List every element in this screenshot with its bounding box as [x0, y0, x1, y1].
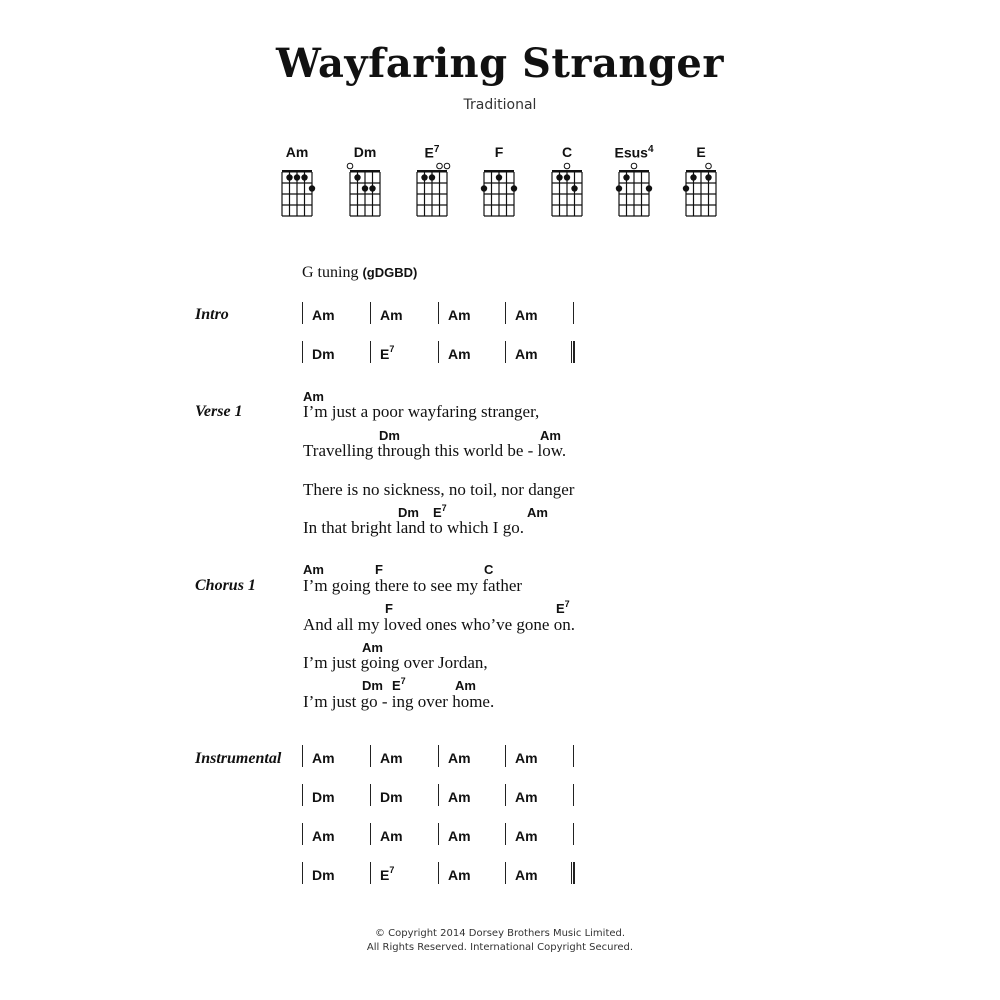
lyric-chord: Am — [540, 428, 561, 443]
bar-chord-name: Am — [448, 867, 471, 883]
bar-chord — [380, 750, 403, 766]
chord-diagram — [537, 144, 597, 224]
bar-chord-name: Am — [515, 789, 538, 805]
bar-line — [302, 341, 303, 363]
bar-chord-name: Am — [515, 307, 538, 323]
bar-chord — [515, 789, 538, 805]
bar-line — [505, 341, 506, 363]
bar-line — [438, 341, 439, 363]
bar-chord-name: Am — [448, 828, 471, 844]
chord-name-text: Esus — [614, 144, 648, 161]
bar-line — [438, 823, 439, 845]
bar-line — [302, 823, 303, 845]
lyric-chord: Dm — [379, 428, 400, 443]
chord-name — [537, 144, 597, 160]
bar-line — [505, 302, 506, 324]
bar-chord-name: Am — [312, 307, 335, 323]
open-string-icon — [347, 163, 353, 169]
bar-line — [438, 784, 439, 806]
bar-row — [302, 341, 582, 365]
chord-name-text: E — [424, 144, 434, 161]
finger-dot — [683, 185, 689, 191]
bar-chord — [448, 867, 471, 883]
chord-sup: 7 — [400, 676, 406, 686]
lyric-chord: Dm — [362, 678, 383, 693]
bar-row — [302, 862, 582, 886]
lyric-chord: Am — [303, 562, 324, 577]
bar-line — [505, 784, 506, 806]
chord-diagram — [671, 144, 731, 224]
chord-name-sup: 4 — [647, 144, 654, 155]
finger-dot — [571, 185, 577, 191]
open-string-icon — [444, 163, 450, 169]
final-barline — [571, 341, 575, 363]
bar-chord-name: Am — [515, 346, 538, 362]
bar-line — [370, 302, 371, 324]
chord-label: E — [392, 678, 401, 693]
bar-line — [573, 823, 574, 845]
lyric-chord — [433, 505, 447, 520]
lyric-chord: C — [484, 562, 494, 577]
bar-chord-name: Am — [448, 789, 471, 805]
bar-line — [370, 823, 371, 845]
lyric-line: I’m just go - ing over home. — [303, 692, 495, 711]
song-title: Wayfaring Stranger — [276, 40, 724, 87]
lyric-chord: Am — [455, 678, 476, 693]
bar-row — [302, 784, 582, 808]
lyric-chord: Am — [362, 640, 383, 655]
bar-chord-name: Am — [515, 828, 538, 844]
bar-chord — [448, 346, 471, 362]
finger-dot — [623, 174, 629, 180]
bar-chord — [515, 307, 538, 323]
bar-line — [370, 341, 371, 363]
tuning-line — [302, 264, 417, 282]
bar-chord-name: Am — [380, 828, 403, 844]
bar-chord-name: Dm — [380, 789, 403, 805]
tuning-notes: (gDGBD) — [362, 265, 418, 280]
bar-chord — [380, 789, 403, 805]
chord-diagram — [604, 144, 664, 224]
finger-dot — [690, 174, 696, 180]
finger-dot — [556, 174, 562, 180]
open-string-icon — [706, 163, 712, 169]
lyric-chord: F — [375, 562, 383, 577]
bar-chord — [448, 828, 471, 844]
bar-chord — [312, 346, 335, 362]
bar-chord — [312, 307, 335, 323]
bar-chord — [380, 307, 403, 323]
bar-chord-name: E — [380, 346, 390, 362]
final-barline — [571, 862, 575, 884]
bar-chord-name: Dm — [312, 867, 335, 883]
bar-line — [573, 784, 574, 806]
bar-row — [302, 823, 582, 847]
finger-dot — [286, 174, 292, 180]
bar-line — [573, 745, 574, 767]
bar-line — [505, 862, 506, 884]
chord-name — [267, 144, 327, 160]
bar-chord — [515, 867, 538, 883]
chord-diagram — [402, 144, 462, 224]
fretboard-icon — [402, 162, 462, 220]
lyric-line: And all my loved ones who’ve gone on. — [303, 615, 575, 634]
copyright — [0, 927, 1000, 955]
bar-line — [302, 784, 303, 806]
bar-chord — [448, 750, 471, 766]
bar-line — [438, 302, 439, 324]
lyric-line: There is no sickness, no toil, nor danger — [303, 480, 575, 499]
chord-diagram — [469, 144, 529, 224]
chord-name-text: C — [561, 144, 573, 160]
chord-name-text: F — [494, 144, 504, 160]
bar-line — [302, 745, 303, 767]
fretboard-icon — [537, 162, 597, 220]
bar-chord-name: Am — [312, 828, 335, 844]
bar-line — [505, 745, 506, 767]
finger-dot — [429, 174, 435, 180]
finger-dot — [564, 174, 570, 180]
bar-line — [370, 862, 371, 884]
bar-chord — [380, 867, 394, 883]
chord-sup: 7 — [564, 599, 570, 609]
finger-dot — [646, 185, 652, 191]
bar-line — [370, 745, 371, 767]
bar-row — [302, 302, 582, 326]
bar-chord-name: Am — [515, 750, 538, 766]
finger-dot — [481, 185, 487, 191]
bar-line — [573, 302, 574, 324]
bar-line — [302, 302, 303, 324]
fretboard-icon — [469, 162, 529, 220]
fretboard-icon — [335, 162, 395, 220]
finger-dot — [354, 174, 360, 180]
chord-diagram — [335, 144, 395, 224]
finger-dot — [705, 174, 711, 180]
open-string-icon — [631, 163, 637, 169]
bar-chord — [448, 789, 471, 805]
lyric-chord — [392, 678, 406, 693]
lyric-chord — [556, 601, 570, 616]
bar-chord-name: Am — [448, 307, 471, 323]
bar-chord-name: Am — [312, 750, 335, 766]
composer: Traditional — [463, 97, 537, 113]
bar-chord-name: Am — [448, 750, 471, 766]
bar-chord-name: Dm — [312, 346, 335, 362]
lyric-line: Travelling through this world be - low. — [303, 441, 567, 460]
lyric-chord: F — [385, 601, 393, 616]
bar-chord-sup: 7 — [389, 344, 395, 354]
lyric-line: I’m just going over Jordan, — [303, 653, 488, 672]
chord-label: E — [556, 601, 565, 616]
bar-chord — [312, 828, 335, 844]
lyric-chord: Dm — [398, 505, 419, 520]
fretboard-icon — [604, 162, 664, 220]
chord-name-sup: 7 — [433, 144, 440, 155]
bar-chord-sup: 7 — [389, 865, 395, 875]
section-label-verse1: Verse 1 — [195, 403, 243, 420]
bar-row — [302, 745, 582, 769]
lyric-chord: Am — [527, 505, 548, 520]
bar-line — [505, 823, 506, 845]
section-label-chorus1: Chorus 1 — [195, 577, 256, 594]
copyright-line: © Copyright 2014 Dorsey Brothers Music Limited. — [374, 928, 626, 939]
chord-name-text: E — [696, 144, 706, 160]
bar-chord — [312, 789, 335, 805]
bar-line — [302, 862, 303, 884]
bar-chord — [312, 867, 335, 883]
chord-name — [671, 144, 731, 160]
finger-dot — [362, 185, 368, 191]
chord-name — [604, 144, 664, 161]
finger-dot — [616, 185, 622, 191]
finger-dot — [369, 185, 375, 191]
lyric-line: In that bright land to which I go. — [303, 518, 524, 537]
bar-chord — [312, 750, 335, 766]
chord-name — [469, 144, 529, 160]
section-label-instrumental: Instrumental — [195, 750, 282, 767]
section-label-intro: Intro — [195, 306, 229, 323]
fretboard-icon — [267, 162, 327, 220]
finger-dot — [421, 174, 427, 180]
lyric-line: I’m just a poor wayfaring stranger, — [303, 402, 540, 421]
finger-dot — [496, 174, 502, 180]
finger-dot — [511, 185, 517, 191]
bar-chord-name: Am — [448, 346, 471, 362]
bar-chord-name: E — [380, 867, 390, 883]
chord-diagram — [267, 144, 327, 224]
bar-chord — [380, 828, 403, 844]
chord-name-text: Dm — [353, 144, 377, 160]
bar-line — [438, 862, 439, 884]
chord-name — [335, 144, 395, 160]
bar-chord-name: Am — [380, 307, 403, 323]
chord-name-text: Am — [285, 144, 309, 160]
open-string-icon — [564, 163, 570, 169]
chord-sup: 7 — [441, 503, 447, 513]
bar-chord — [515, 750, 538, 766]
fretboard-icon — [671, 162, 731, 220]
bar-chord — [515, 346, 538, 362]
copyright-line: All Rights Reserved. International Copyright Secured. — [366, 942, 634, 953]
bar-chord-name: Dm — [312, 789, 335, 805]
finger-dot — [309, 185, 315, 191]
bar-chord — [515, 828, 538, 844]
lyric-chord: Am — [303, 389, 324, 404]
bar-chord — [448, 307, 471, 323]
bar-line — [438, 745, 439, 767]
lyric-line: I’m going there to see my father — [303, 576, 523, 595]
bar-chord — [380, 346, 394, 362]
open-string-icon — [437, 163, 443, 169]
bar-chord-name: Am — [380, 750, 403, 766]
finger-dot — [301, 174, 307, 180]
bar-line — [370, 784, 371, 806]
chord-label: E — [433, 505, 442, 520]
chord-name — [402, 144, 462, 161]
tuning-label: G tuning — [302, 264, 363, 281]
bar-chord-name: Am — [515, 867, 538, 883]
finger-dot — [294, 174, 300, 180]
